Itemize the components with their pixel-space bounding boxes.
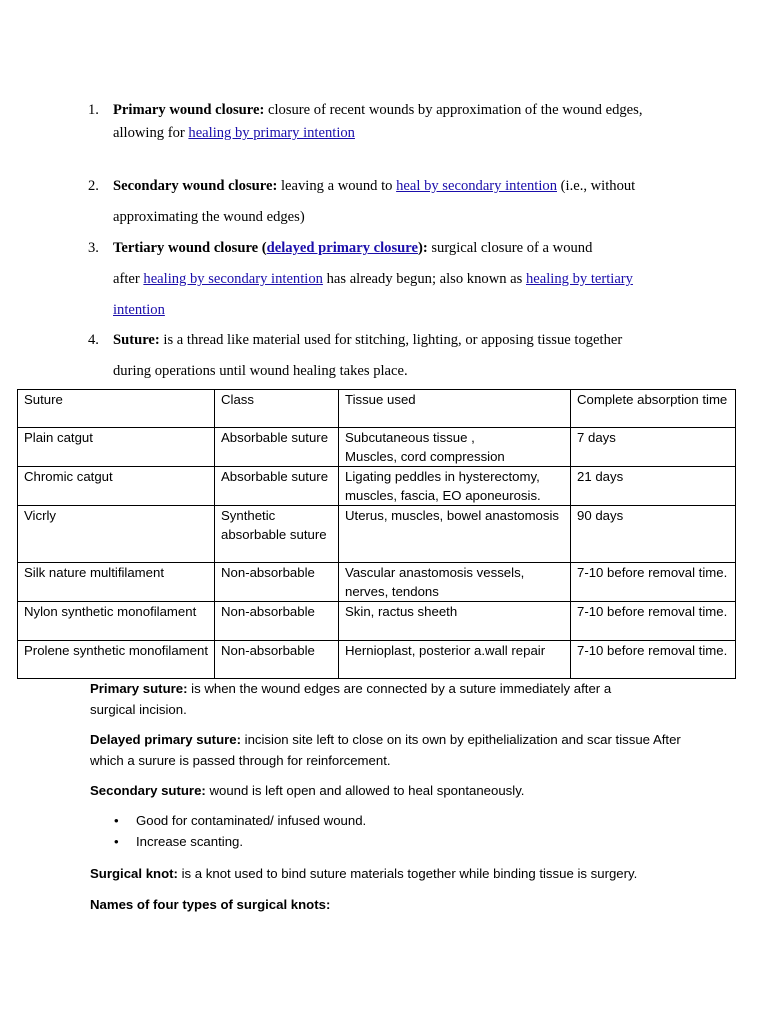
table-cell: 7 days [571,428,736,467]
table-cell: Non-absorbable [215,641,339,679]
definition-text: leaving a wound to [277,178,397,194]
definition-text: closure of recent wounds by approximation of the wound edges, [264,102,643,118]
table-cell: Vascular anastomosis vessels, nerves, tendons [339,563,571,602]
paragraph-primary-suture [90,679,650,720]
table-cell: Synthetic absorbable suture [215,506,339,563]
definition-text: after [113,271,144,287]
term-primary-suture: Primary suture: [90,681,188,696]
definition-text: is a thread like material used for stitching, lighting, or apposing tissue together [159,332,623,348]
paragraph-text: is when the wound edges are connected by a suture immediately after a surgical incision. [90,681,612,717]
list-line [113,332,622,349]
link-healing-by-tertiary-intention[interactable]: healing by tertiary [525,271,633,287]
list-line [113,302,165,319]
list-line [113,240,592,257]
table-cell: Vicrly [18,506,215,563]
term-primary-wound-closure: Primary wound closure: [113,102,265,118]
table-row [18,467,736,506]
definition-text: allowing for [113,125,189,141]
link-healing-by-primary-intention[interactable]: healing by primary intention [188,125,355,141]
header-cell-tissue-used: Tissue used [339,390,571,428]
list-item-4 [88,332,688,382]
table-cell: Hernioplast, posterior a.wall repair [339,641,571,679]
list-number: 3. [88,240,99,256]
link-healing-by-secondary-intention[interactable]: healing by secondary intention [143,271,323,287]
header-cell-suture: Suture [18,390,215,428]
suture-table [17,389,736,679]
table-row [18,602,736,641]
table-cell: Silk nature multifilament [18,563,215,602]
bullet-text: Increase scanting. [136,834,244,849]
table-row [18,641,736,679]
table-cell: 7-10 before removal time. [571,563,736,602]
paragraph-text: is a knot used to bind suture materials together while binding tissue is surgery. [177,866,638,881]
table-cell: Plain catgut [18,428,215,467]
list-number: 2. [88,178,99,194]
table-cell: Chromic catgut [18,467,215,506]
paragraph-text: incision site left to close on its own by epithelialization and scar tissue After which a surure is passed through for reinforcement. [90,732,681,768]
table-cell: Ligating peddles in hysterectomy, muscles, fascia, EO aponeurosis. [339,467,571,506]
table-cell: Subcutaneous tissue , Muscles, cord compression [339,428,571,467]
table-cell: 7-10 before removal time. [571,641,736,679]
bullet-icon: • [114,834,119,849]
link-healing-by-tertiary-intention-cont[interactable]: intention [113,302,165,318]
heading-knot-types [90,895,710,916]
table-cell: 21 days [571,467,736,506]
knot-types-heading: Names of four types of surgical knots: [90,897,331,912]
list-line [113,363,408,380]
definition-text: approximating the wound edges) [113,209,305,225]
term-suture: Suture: [113,332,160,348]
table-cell: 7-10 before removal time. [571,602,736,641]
table-cell: Absorbable suture [215,467,339,506]
term-text: ): [417,240,428,256]
list-line [113,271,633,288]
table-cell: Uterus, muscles, bowel anastomosis [339,506,571,563]
table-row [18,506,736,563]
table-cell: Non-absorbable [215,602,339,641]
table-cell: Non-absorbable [215,563,339,602]
list-item-1 [88,102,688,146]
table-cell: 90 days [571,506,736,563]
list-number: 1. [88,102,99,118]
definition-text: during operations until wound healing takes place. [113,363,408,379]
list-line [113,125,355,142]
term-secondary-suture: Secondary suture: [90,783,206,798]
link-delayed-primary-closure[interactable]: delayed primary closure [266,240,418,256]
table-cell: Skin, ractus sheeth [339,602,571,641]
table-header-row [18,390,736,428]
paragraph-surgical-knot [90,864,710,885]
table-cell: Nylon synthetic monofilament [18,602,215,641]
term-tertiary-wound-closure [113,240,428,256]
list-number: 4. [88,332,99,348]
list-line [113,209,305,226]
list-line [113,102,642,119]
paragraph-text: wound is left open and allowed to heal spontaneously. [205,783,525,798]
header-cell-absorption-time: Complete absorption time [571,390,736,428]
list-line [113,178,635,195]
bullet-icon: • [114,813,119,828]
list-item-2 [88,178,688,228]
definition-text: surgical closure of a wound [427,240,593,256]
definition-text: has already begun; also known as [322,271,526,287]
table-row [18,428,736,467]
definition-text: (i.e., without [557,178,636,194]
table-cell: Absorbable suture [215,428,339,467]
term-delayed-primary-suture: Delayed primary suture: [90,732,241,747]
table-row [18,563,736,602]
link-heal-by-secondary-intention[interactable]: heal by secondary intention [396,178,557,194]
term-surgical-knot: Surgical knot: [90,866,178,881]
term-text: Tertiary wound closure ( [113,240,267,256]
term-secondary-wound-closure: Secondary wound closure: [113,178,278,194]
bullet-text: Good for contaminated/ infused wound. [136,813,367,828]
paragraph-secondary-suture [90,781,710,802]
list-item-3 [88,240,688,322]
header-cell-class: Class [215,390,339,428]
paragraph-delayed-primary-suture [90,730,686,771]
table-cell: Prolene synthetic monofilament [18,641,215,679]
